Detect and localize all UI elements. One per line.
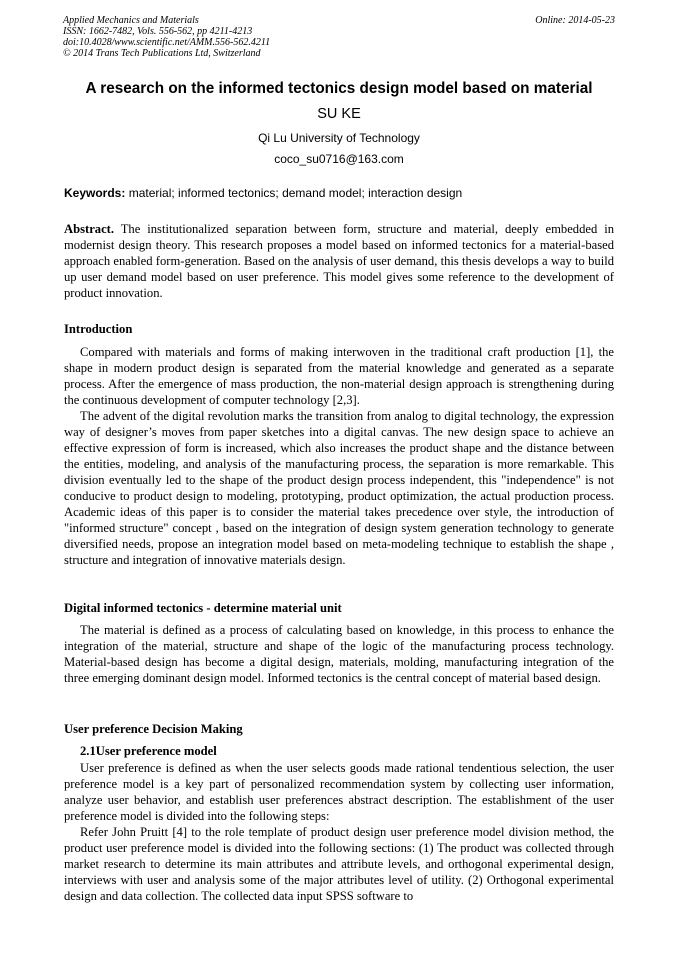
keywords-text: material; informed tectonics; demand model; interaction design xyxy=(125,186,463,200)
section-heading-user-preference: User preference Decision Making xyxy=(64,722,243,736)
user-preference-body xyxy=(64,760,614,904)
digital-body xyxy=(64,622,614,686)
introduction-body xyxy=(64,344,614,568)
section-heading-introduction: Introduction xyxy=(64,322,133,336)
subsection-heading-user-model: 2.1User preference model xyxy=(80,744,217,758)
abstract-block xyxy=(64,221,614,301)
paper-title: A research on the informed tectonics design model based on material xyxy=(85,80,593,97)
journal-header xyxy=(63,15,615,59)
affiliation: Qi Lu University of Technology xyxy=(258,131,420,145)
doi-line: doi:10.4028/www.scientific.net/AMM.556-562.4211 xyxy=(63,37,271,48)
intro-paragraph-2: The advent of the digital revolution marks the transition from analog to digital technology, the expression way of designer’s moves from paper sketches into a digital canvas. The new design space to achieve an effective expression of form is increased, which also increases the product shape and the distance between the entities, modeling, and analysis of the manufacturing process, the separation is more remarkable. This division eventually led to the shape of the product design process independent, this "independence" is not conducive to product design to modeling, prototyping, product optimization, the actual production process. Academic ideas of this paper is to consider the material takes precedence over style, the introduction of "informed structure" concept , based on the integration of design system generation technology to generate diversified needs, propose an integration model based on meta-modeling technique to establish the shape , structure and integration of innovative materials design. xyxy=(64,409,614,567)
section-heading-digital: Digital informed tectonics - determine material unit xyxy=(64,601,342,615)
copyright-line: © 2014 Trans Tech Publications Ltd, Switzerland xyxy=(63,48,261,59)
issn-line: ISSN: 1662-7482, Vols. 556-562, pp 4211-4213 xyxy=(63,26,253,37)
journal-name: Applied Mechanics and Materials xyxy=(63,15,199,26)
user-paragraph-1: User preference is defined as when the user selects goods made rational tendentious selection, the user preference model is a key part of personalized recommendation system by collecting user information, analyze user behavior, and establish user preferences abstract description. The establishment of the user preference model is divided into the following steps: xyxy=(64,761,614,823)
digital-paragraph-1: The material is defined as a process of calculating based on knowledge, in this process to enhance the integration of the material, structure and shape of the logic of the manufacturing process technology. Material-based design has become a digital design, materials, molding, manufacturing integration of the three emerging dominant design model. Informed tectonics is the central concept of material based design. xyxy=(64,623,614,685)
online-date: Online: 2014-05-23 xyxy=(535,15,615,26)
intro-paragraph-1: Compared with materials and forms of making interwoven in the traditional craft production [1], the shape in modern product design is separated from the material knowledge and generated as a separate process. After the emergence of mass production, the non-material design approach is strengthening during the continuous development of computer technology [2,3]. xyxy=(64,345,614,407)
keywords-line xyxy=(64,186,616,200)
abstract-text: The institutionalized separation between form, structure and material, deeply embedded in modernist design theory. This research proposes a model based on informed tectonics for a material-based approach enabled form-generation. Based on the analysis of user demand, this thesis develops a way to build up user demand model based on user preference. This model gives some reference to the development of product innovation. xyxy=(64,222,614,300)
author-email: coco_su0716@163.com xyxy=(274,152,404,166)
author-name: SU KE xyxy=(317,106,361,122)
keywords-label: Keywords: xyxy=(64,186,126,200)
abstract-label: Abstract. xyxy=(64,222,115,236)
user-paragraph-2: Refer John Pruitt [4] to the role template of product design user preference model division method, the product user preference model is divided into the following sections: (1) The product was collected through market research to determine its main attributes and attribute levels, and orthogonal experimental design, interviews with user and analysis some of the major attributes level of utility. (2) Orthogonal experimental design and data collection. The collected data input SPSS software to xyxy=(64,825,614,903)
